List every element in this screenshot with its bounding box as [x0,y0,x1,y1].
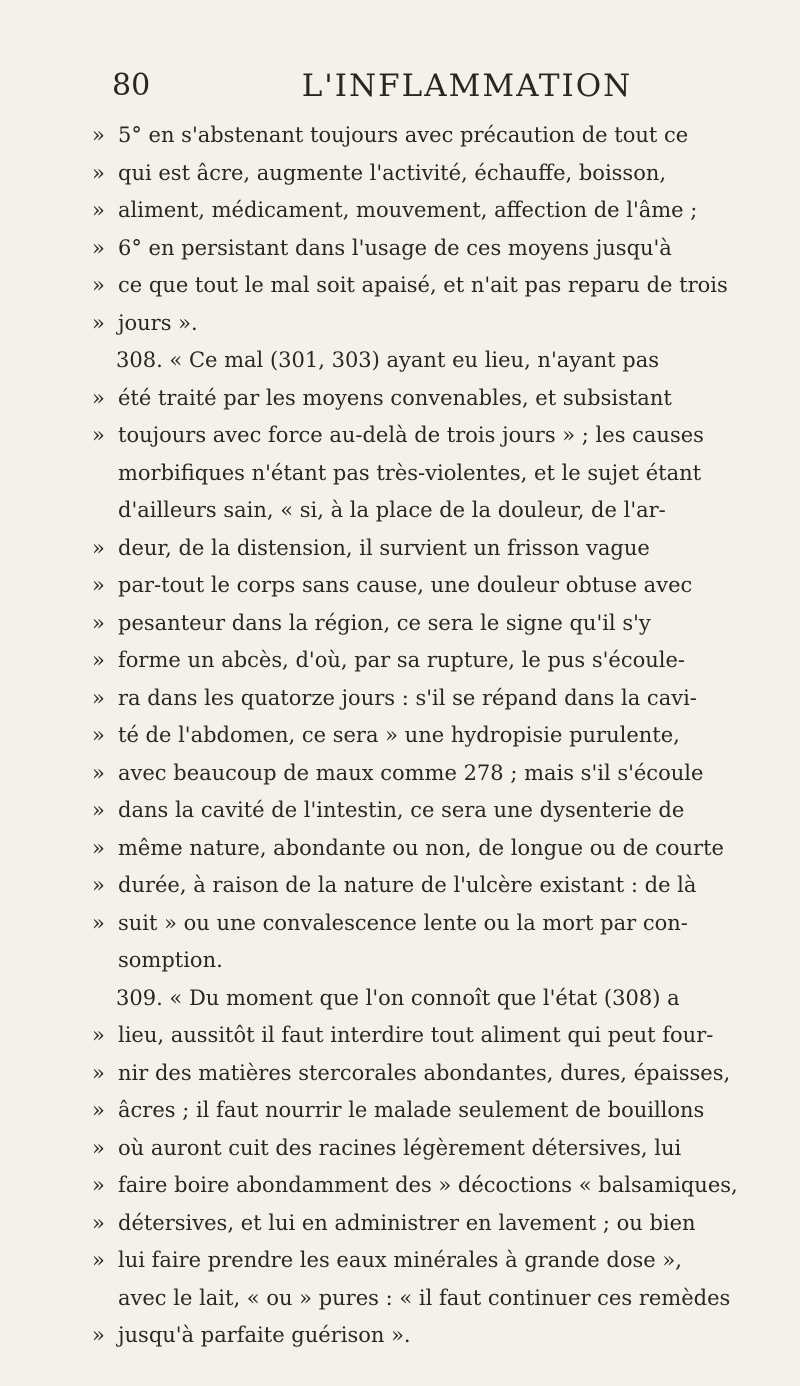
text-line [92,267,752,305]
line-text: té de l'abdomen, ce sera » une hydropisie purulente, [118,723,680,747]
text-line [92,942,752,980]
text-line [92,117,752,155]
text-line [92,155,752,193]
text-line [92,680,752,718]
text-line [92,830,752,868]
text-line [92,1017,752,1055]
text-line [92,305,752,343]
line-text: 5° en s'abstenant toujours avec précaution de tout ce [118,123,689,147]
text-line [92,1167,752,1205]
text-line [92,717,752,755]
text-line [92,605,752,643]
line-text: ce que tout le mal soit apaisé, et n'ait pas reparu de trois [118,273,728,297]
line-text: lui faire prendre les eaux minérales à grande dose », [118,1248,682,1272]
line-text: ra dans les quatorze jours : s'il se répand dans la cavi- [118,685,697,710]
text-line [92,567,752,605]
text-line [92,455,752,493]
quote-mark: » [92,760,105,785]
line-text: d'ailleurs sain, « si, à la place de la douleur, de l'ar- [118,498,666,522]
line-text: forme un abcès, d'où, par sa rupture, le pus s'écoule- [118,648,686,672]
text-line [92,642,752,680]
running-title: L'INFLAMMATION [301,68,633,104]
text-line [92,867,752,905]
quote-mark: » [92,310,105,335]
text-line [92,417,752,455]
quote-mark: » [92,235,105,260]
text-line [92,1317,752,1355]
page-number: 80 [112,68,151,103]
line-text: aliment, médicament, mouvement, affection de l'âme ; [118,198,698,222]
quote-mark: » [92,273,105,297]
quote-mark: » [92,573,105,597]
body-text [92,112,752,1355]
line-text: 309. « Du moment que l'on connoît que l'état (308) a [116,985,680,1010]
line-text: nir des matières stercorales abondantes, dures, épaisses, [118,1060,731,1085]
text-line [92,1205,752,1243]
line-text: 308. « Ce mal (301, 303) ayant eu lieu, n'ayant pas [116,348,660,372]
quote-mark: » [92,723,105,747]
text-line [92,230,752,268]
text-line [92,792,752,830]
page-header [112,68,752,112]
text-line [92,980,752,1018]
line-text: faire boire abondamment des » décoctions « balsamiques, [118,1173,738,1197]
line-text: par-tout le corps sans cause, une douleur obtuse avec [118,573,693,597]
text-line [92,905,752,943]
text-line [92,1130,752,1168]
quote-mark: » [92,1210,105,1235]
line-text: même nature, abondante ou non, de longue ou de courte [118,835,724,860]
quote-mark: » [92,1248,105,1272]
line-text: avec beaucoup de maux comme 278 ; mais s'il s'écoule [118,760,704,785]
quote-mark: » [92,835,105,860]
quote-mark: » [92,910,105,935]
quote-mark: » [92,198,105,222]
line-text: somption. [118,948,223,972]
quote-mark: » [92,1135,105,1160]
line-text: durée, à raison de la nature de l'ulcère existant : de là [118,873,697,897]
quote-mark: » [92,873,105,897]
quote-mark: » [92,423,105,447]
line-text: toujours avec force au-delà de trois jours » ; les causes [118,423,704,447]
quote-mark: » [92,123,105,147]
quote-mark: » [92,648,105,672]
line-text: 6° en persistant dans l'usage de ces moyens jusqu'à [118,235,672,260]
quote-mark: » [92,385,105,410]
text-line [92,492,752,530]
quote-mark: » [92,610,105,635]
text-line [92,530,752,568]
quote-mark: » [92,1023,105,1047]
quote-mark: » [92,1098,105,1122]
text-line [92,1280,752,1318]
line-text: deur, de la distension, il survient un frisson vague [118,535,650,560]
line-text: morbifiques n'étant pas très-violentes, et le sujet étant [118,460,702,485]
line-text: avec le lait, « ou » pures : « il faut continuer ces remèdes [118,1285,731,1310]
text-line [92,1055,752,1093]
quote-mark: » [92,1173,105,1197]
text-line [92,342,752,380]
line-text: jusqu'à parfaite guérison ». [118,1323,411,1347]
quote-mark: » [92,798,105,822]
quote-mark: » [92,535,105,560]
line-text: été traité par les moyens convenables, et subsistant [118,385,672,410]
line-text: qui est âcre, augmente l'activité, échauffe, boisson, [118,160,667,185]
line-text: où auront cuit des racines légèrement détersives, lui [118,1135,682,1160]
text-line [92,380,752,418]
text-line [92,755,752,793]
line-text: suit » ou une convalescence lente ou la mort par con- [118,910,688,935]
text-line [92,192,752,230]
quote-mark: » [92,685,105,710]
text-line [92,1242,752,1280]
line-text: âcres ; il faut nourrir le malade seulement de bouillons [118,1098,705,1122]
text-line [92,1092,752,1130]
quote-mark: » [92,160,105,185]
line-text: lieu, aussitôt il faut interdire tout aliment qui peut four- [118,1023,714,1047]
line-text: jours ». [118,310,198,335]
line-text: détersives, et lui en administrer en lavement ; ou bien [118,1210,696,1235]
line-text: pesanteur dans la région, ce sera le signe qu'il s'y [118,610,651,635]
line-text: dans la cavité de l'intestin, ce sera une dysenterie de [118,798,685,822]
quote-mark: » [92,1323,105,1347]
quote-mark: » [92,1060,105,1085]
